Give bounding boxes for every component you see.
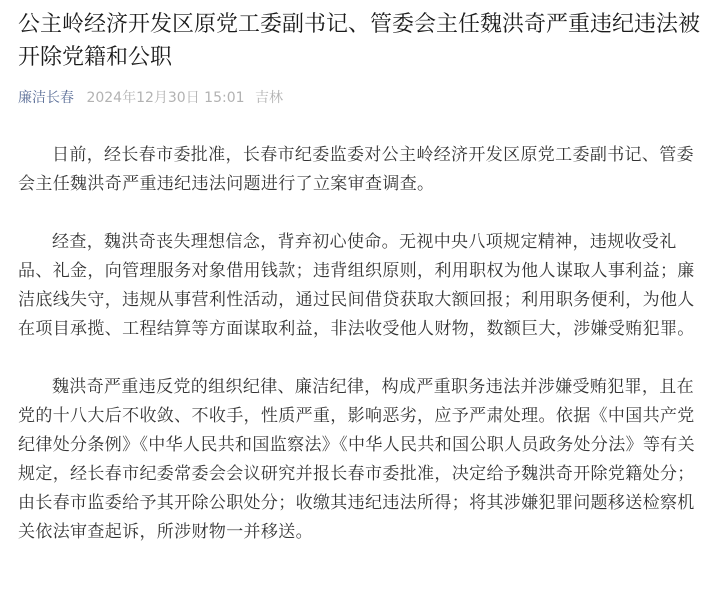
article-body	[18, 141, 701, 547]
publish-date: 2024年12月30日 15:01	[86, 90, 245, 106]
paragraph: 日前，经长春市委批准，长春市纪委监委对公主岭经济开发区原党工委副书记、管委会主任魏洪奇严重违纪违法问题进行了立案审查调查。	[18, 145, 694, 194]
article-title: 公主岭经济开发区原党工委副书记、管委会主任魏洪奇严重违纪违法被开除党籍和公职	[18, 12, 701, 70]
article-meta	[18, 88, 701, 108]
paragraph: 魏洪奇严重违反党的组织纪律、廉洁纪律，构成严重职务违法并涉嫌受贿犯罪，且在党的十八大后不收敛、不收手，性质严重，影响恶劣，应予严肃处理。依据《中国共产党纪律处分条例》《中华人民共和国监察法》《中华人民共和国公职人员政务处分法》等有关规定，经长春市纪委常委会会议研究并报长春市委批准，决定给予魏洪奇开除党籍处分；由长春市监委给予其开除公职处分；收缴其违纪违法所得；将其涉嫌犯罪问题移送检察机关依法审查起诉，所涉财物一并移送。	[18, 377, 695, 542]
publish-location: 吉林	[254, 90, 283, 106]
account-name-link[interactable]: 廉洁长春	[18, 90, 74, 106]
paragraph: 经查，魏洪奇丧失理想信念，背弃初心使命。无视中央八项规定精神，违规收受礼品、礼金，向管理服务对象借用钱款；违背组织原则，利用职权为他人谋取人事利益；廉洁底线失守，违规从事营利性活动，通过民间借贷获取大额回报；利用职务便利，为他人在项目承揽、工程结算等方面谋取利益，非法收受他人财物，数额巨大，涉嫌受贿犯罪。	[18, 232, 695, 339]
